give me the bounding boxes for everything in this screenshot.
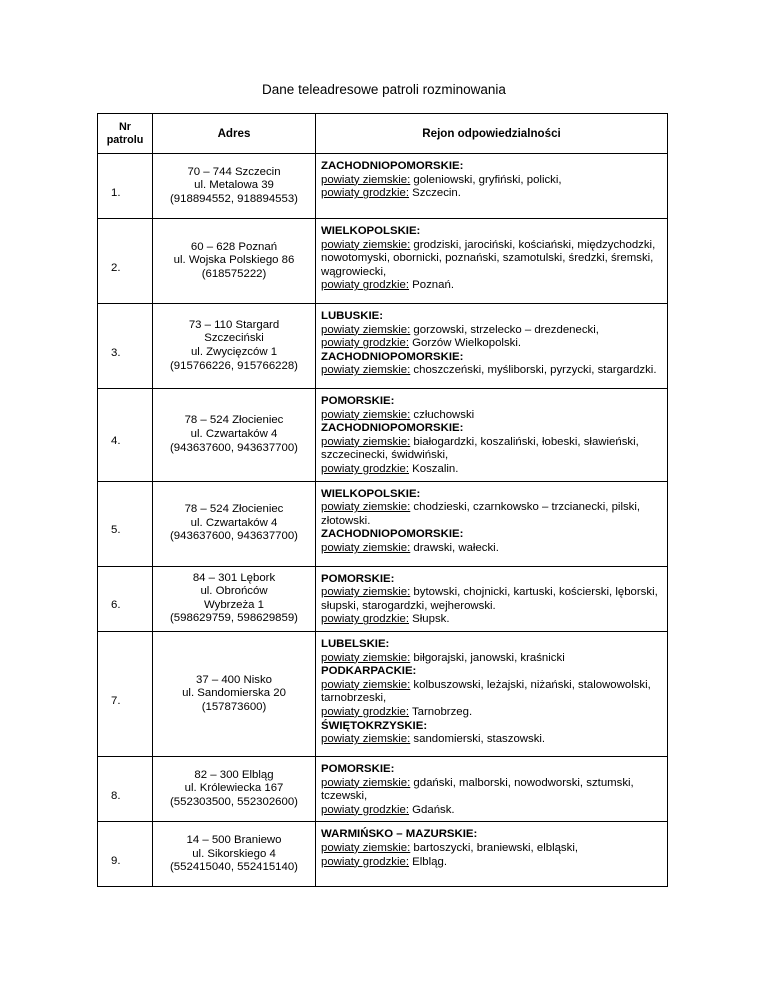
county-entry [321, 364, 662, 378]
table-row [98, 304, 668, 389]
county-type-label: powiaty ziemskie: [321, 678, 411, 691]
patrol-region [316, 631, 668, 756]
county-type-label: powiaty ziemskie: [321, 408, 411, 421]
voivodeship-name: WARMIŃSKO – MAZURSKIE: [321, 828, 478, 841]
county-type-label: powiaty grodzkie: [321, 855, 410, 868]
patrol-region [316, 219, 668, 304]
header-adres: Adres [153, 114, 316, 154]
county-list: goleniowski, gryfiński, policki, [410, 173, 562, 186]
county-list: Koszalin. [409, 462, 459, 475]
county-entry [321, 586, 662, 613]
table-row [98, 154, 668, 219]
county-entry [321, 733, 662, 747]
patrol-region [316, 756, 668, 821]
table-row [98, 219, 668, 304]
patrol-number: 7. [98, 631, 153, 756]
patrol-number: 6. [98, 566, 153, 631]
county-type-label: powiaty ziemskie: [321, 733, 411, 746]
county-type-label: powiaty grodzkie: [321, 279, 410, 292]
address-line: (918894552, 918894553) [170, 192, 298, 205]
county-list: kolbuszowski, leżajski, niżański, stalowowolski, tarnobrzeski, [321, 678, 651, 705]
address-line: Szczeciński [204, 332, 264, 345]
county-type-label: powiaty ziemskie: [321, 364, 411, 377]
address-line: ul. Czwartaków 4 [190, 516, 278, 529]
county-type-label: powiaty ziemskie: [321, 776, 411, 789]
address-line: (598629759, 598629859) [170, 612, 298, 625]
header-rejon: Rejon odpowiedzialności [316, 114, 668, 154]
patrol-number: 4. [98, 389, 153, 482]
address-line: (943637600, 943637700) [170, 530, 298, 543]
county-list: chodzieski, czarnkowsko – trzcianecki, pilski, złotowski. [321, 501, 641, 527]
table-row [98, 631, 668, 756]
patrol-address [153, 154, 316, 219]
address-line: 78 – 524 Złocieniec [184, 503, 284, 516]
county-entry [321, 679, 662, 706]
address-line: Wybrzeża 1 [203, 598, 265, 611]
address-line: 37 – 400 Nisko [196, 673, 272, 686]
patrol-region [316, 304, 668, 389]
county-list: drawski, wałecki. [410, 541, 499, 554]
county-list: bartoszycki, braniewski, elbląski, [410, 841, 579, 854]
county-type-label: powiaty ziemskie: [321, 173, 411, 186]
page-title: Dane teleadresowe patroli rozminowania [262, 82, 506, 97]
address-line: (943637600, 943637700) [170, 441, 298, 454]
address-line: ul. Sikorskiego 4 [192, 847, 276, 860]
county-entry [321, 279, 662, 293]
county-list: Słupsk. [409, 613, 450, 626]
voivodeship-name: ZACHODNIOPOMORSKIE: [321, 422, 464, 435]
address-line: ul. Sandomierska 20 [182, 687, 286, 700]
county-list: Gdańsk. [409, 803, 455, 816]
county-entry [321, 436, 662, 463]
address-line: 70 – 744 Szczecin [187, 165, 281, 178]
county-entry [321, 856, 662, 870]
county-type-label: powiaty ziemskie: [321, 841, 411, 854]
county-list: grodziski, jarociński, kościański, międzychodzki, nowotomyski, obornicki, poznański, szamotulski, średzki, śremski, wągrowiecki, [321, 238, 656, 278]
county-list: Szczecin. [409, 187, 461, 200]
county-entry [321, 501, 662, 528]
county-type-label: powiaty ziemskie: [321, 323, 411, 336]
county-list: sandomierski, staszowski. [410, 733, 546, 746]
county-type-label: powiaty ziemskie: [321, 238, 411, 251]
county-entry [321, 337, 662, 351]
table-row [98, 389, 668, 482]
voivodeship-name: ŚWIĘTOKRZYSKIE: [321, 719, 428, 732]
county-type-label: powiaty ziemskie: [321, 651, 411, 664]
county-type-label: powiaty grodzkie: [321, 803, 410, 816]
county-list: bytowski, chojnicki, kartuski, kościerski, lęborski, słupski, starogardzki, wejherowski. [321, 586, 658, 612]
county-entry [321, 324, 662, 338]
voivodeship-name: POMORSKIE: [321, 395, 395, 407]
address-line: ul. Czwartaków 4 [190, 427, 278, 440]
address-line: 78 – 524 Złocieniec [184, 414, 284, 427]
voivodeship-name: LUBELSKIE: [321, 637, 390, 650]
county-entry [321, 409, 662, 423]
county-list: Tarnobrzeg. [409, 705, 473, 718]
patrol-address [153, 631, 316, 756]
county-type-label: powiaty grodzkie: [321, 187, 410, 200]
address-line: 60 – 628 Poznań [190, 240, 278, 253]
patrol-number: 5. [98, 481, 153, 566]
patrol-address [153, 304, 316, 389]
county-list: gdański, malborski, nowodworski, sztumski, tczewski, [321, 776, 634, 803]
patrol-number: 3. [98, 304, 153, 389]
county-entry [321, 613, 662, 627]
county-entry [321, 777, 662, 804]
table-body [98, 154, 668, 887]
county-list: białogardzki, koszaliński, łobeski, sławieński, szczecinecki, świdwiński, [321, 435, 639, 462]
county-type-label: powiaty grodzkie: [321, 462, 410, 475]
county-list: Gorzów Wielkopolski. [409, 337, 522, 350]
patrol-region [316, 566, 668, 631]
address-line: 84 – 301 Lębork [192, 571, 276, 584]
address-line: ul. Zwycięzców 1 [190, 346, 278, 358]
county-type-label: powiaty ziemskie: [321, 501, 411, 514]
patrol-number: 2. [98, 219, 153, 304]
table-row [98, 756, 668, 821]
address-line: 73 – 110 Stargard [188, 318, 280, 331]
patrol-address [153, 219, 316, 304]
county-entry [321, 187, 662, 201]
county-list: Poznań. [409, 279, 454, 292]
address-line: ul. Wojska Polskiego 86 [173, 254, 295, 267]
county-list: biłgorajski, janowski, kraśnicki [410, 651, 565, 664]
patrol-region [316, 822, 668, 887]
county-list: choszczeński, myśliborski, pyrzycki, stargardzki. [410, 364, 657, 377]
voivodeship-name: PODKARPACKIE: [321, 665, 417, 678]
county-type-label: powiaty ziemskie: [321, 435, 411, 448]
patrol-table [97, 113, 668, 887]
patrol-address [153, 566, 316, 631]
county-type-label: powiaty ziemskie: [321, 586, 411, 599]
patrol-address [153, 756, 316, 821]
table-row [98, 566, 668, 631]
address-line: ul. Obrońców [200, 585, 268, 598]
voivodeship-name: LUBUSKIE: [321, 310, 384, 322]
voivodeship-name: ZACHODNIOPOMORSKIE: [321, 160, 464, 172]
county-entry [321, 652, 662, 666]
county-entry [321, 174, 662, 188]
county-type-label: powiaty grodzkie: [321, 613, 410, 626]
county-entry [321, 804, 662, 818]
county-entry [321, 239, 662, 280]
county-type-label: powiaty grodzkie: [321, 337, 410, 350]
patrol-number: 1. [98, 154, 153, 219]
voivodeship-name: POMORSKIE: [321, 762, 395, 775]
address-line: (157873600) [201, 700, 267, 713]
voivodeship-name: ZACHODNIOPOMORSKIE: [321, 350, 464, 363]
county-type-label: powiaty grodzkie: [321, 705, 410, 718]
address-line: (618575222) [201, 267, 267, 280]
county-entry [321, 842, 662, 856]
address-line: (915766226, 915766228) [170, 359, 298, 372]
voivodeship-name: ZACHODNIOPOMORSKIE: [321, 528, 464, 541]
address-line: 14 – 500 Braniewo [186, 833, 282, 846]
voivodeship-name: WIELKOPOLSKIE: [321, 225, 421, 237]
patrol-region [316, 154, 668, 219]
patrol-number: 9. [98, 822, 153, 887]
patrol-address [153, 822, 316, 887]
patrol-address [153, 389, 316, 482]
address-line: 82 – 300 Elbląg [194, 768, 274, 781]
header-nr: Nr patrolu [98, 114, 153, 154]
voivodeship-name: POMORSKIE: [321, 572, 395, 585]
county-type-label: powiaty ziemskie: [321, 541, 411, 554]
county-entry [321, 706, 662, 720]
address-line: (552415040, 552415140) [170, 861, 298, 874]
county-list: człuchowski [410, 408, 475, 421]
address-line: ul. Królewiecka 167 [184, 782, 284, 795]
county-entry [321, 542, 662, 556]
address-line: (552303500, 552302600) [170, 795, 298, 808]
patrol-address [153, 481, 316, 566]
voivodeship-name: WIELKOPOLSKIE: [321, 487, 421, 500]
county-entry [321, 463, 662, 477]
patrol-region [316, 481, 668, 566]
table-row [98, 822, 668, 887]
address-line: ul. Metalowa 39 [194, 179, 274, 192]
table-row [98, 481, 668, 566]
patrol-region [316, 389, 668, 482]
county-list: gorzowski, strzelecko – drezdenecki, [410, 323, 599, 336]
county-list: Elbląg. [409, 855, 448, 868]
patrol-number: 8. [98, 756, 153, 821]
